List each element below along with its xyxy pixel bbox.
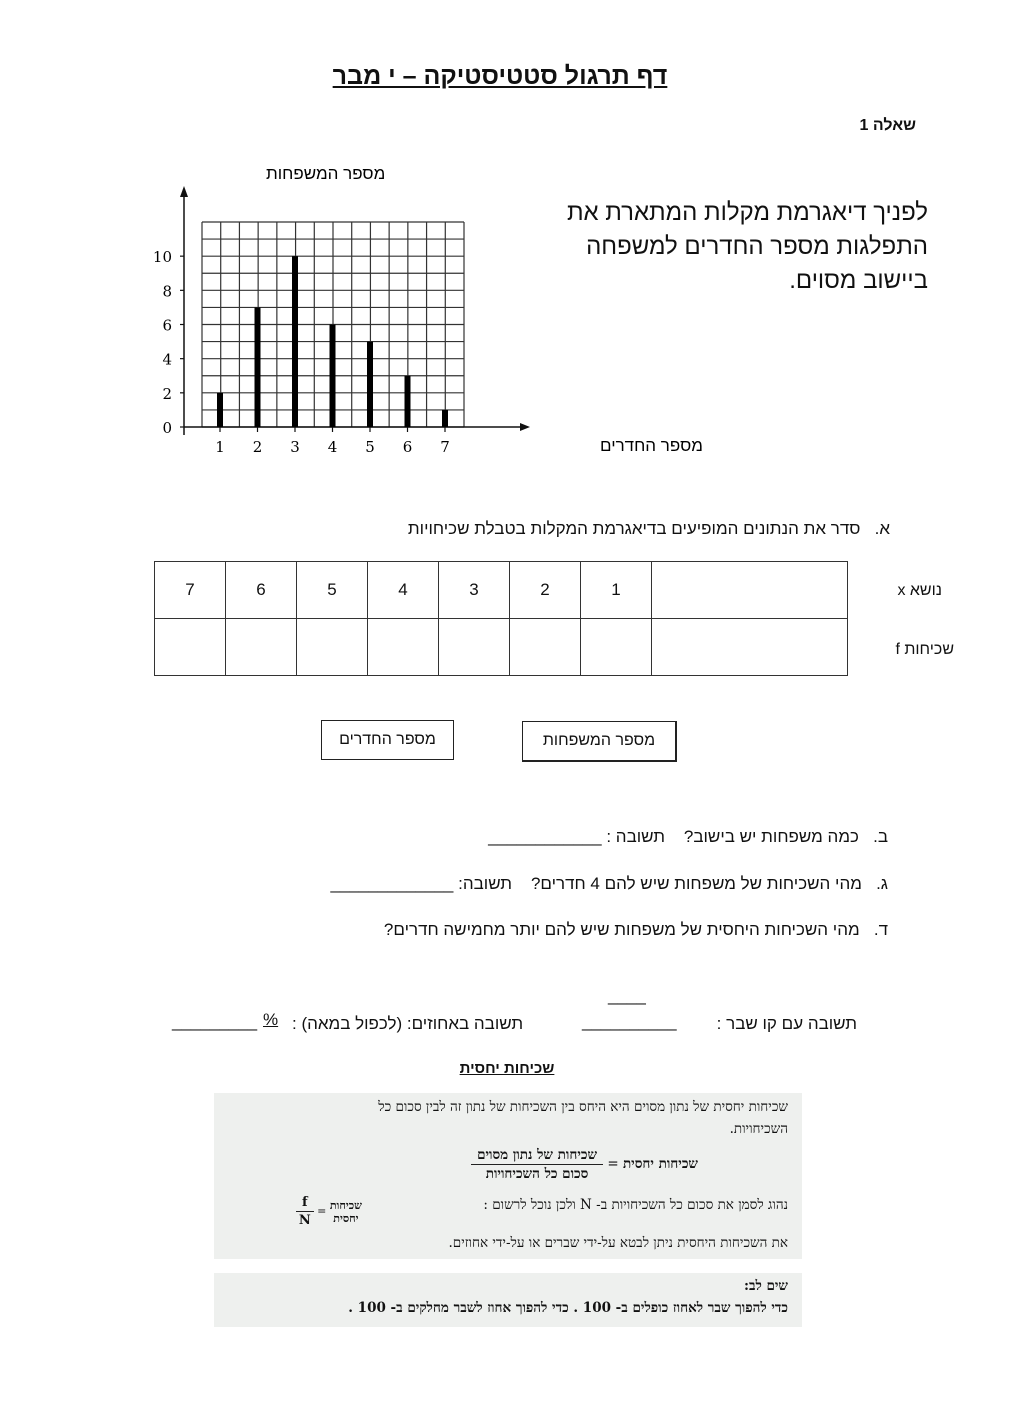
- small-formula-eq: =: [317, 1204, 327, 1218]
- formula-fraction: [471, 1147, 603, 1182]
- bar-7: [442, 410, 448, 427]
- bar-6: [405, 376, 411, 427]
- section-b-text: כמה משפחות יש בישוב?: [683, 827, 859, 846]
- small-fraction-n: N: [298, 1213, 311, 1228]
- table-row-x: [155, 562, 848, 619]
- y-axis-label: מספר המשפחות: [266, 164, 386, 183]
- table-cell-x-1: 1: [581, 562, 652, 619]
- section-a-text: סדר את הנתונים המופיעים בדיאגרמת המקלות בטבלת שכיחויות: [407, 519, 861, 538]
- x-tick-label: 7: [440, 438, 450, 456]
- page-title: [0, 62, 1000, 91]
- fraction-answer-blank[interactable]: __________: [582, 1012, 677, 1031]
- note-text: כדי להפוך שבר לאחוז כופלים ב- 100 . כדי להפוך אחוז לשבר מחלקים ב- 100 .: [348, 1300, 788, 1316]
- x-tick-label: 4: [327, 438, 338, 456]
- section-b-answer-label: תשובה :: [606, 827, 665, 846]
- table-cell-f-2[interactable]: [510, 619, 581, 676]
- table-cell-f-3[interactable]: [439, 619, 510, 676]
- table-cell-f-6[interactable]: [226, 619, 297, 676]
- small-lhs-line-1: שכיחות: [329, 1198, 362, 1212]
- table-cell-x-5: 5: [297, 562, 368, 619]
- section-g-answer-label: תשובה:: [458, 874, 513, 893]
- definition-line-1b: השכיחויות.: [729, 1121, 788, 1137]
- intro-line-2: התפלגות מספר החדרים למשפחה: [586, 233, 928, 260]
- small-formula: [296, 1195, 362, 1228]
- section-b-answer-blank[interactable]: ____________: [488, 827, 602, 846]
- definition-line-3: את השכיחות היחסית ניתן לבטא על-ידי שברים או על-ידי אחוזים.: [448, 1235, 788, 1251]
- row-label-x: נושא x: [897, 582, 942, 599]
- label-box-rooms[interactable]: מספר החדרים: [321, 720, 454, 760]
- formula-numerator: שכיחות של נתון מסוים: [471, 1147, 603, 1165]
- table-cell-f-7[interactable]: [155, 619, 226, 676]
- frequency-table: [154, 561, 848, 676]
- y-tick-label: 10: [152, 248, 172, 267]
- formula: [471, 1147, 698, 1182]
- section-d-text: מהי השכיחות היחסית של משפחות שיש להם יותר מחמישה חדרים?: [383, 920, 860, 939]
- intro-line-3: ביישוב מסוים.: [789, 267, 928, 294]
- x-tick-label: 5: [365, 438, 375, 456]
- table-cell-x-3: 3: [439, 562, 510, 619]
- bar-1: [217, 393, 223, 427]
- label-box-families[interactable]: מספר המשפחות: [522, 721, 677, 762]
- table-cell-f-1[interactable]: [581, 619, 652, 676]
- section-g: [330, 874, 888, 894]
- definition-text: [218, 1096, 788, 1140]
- x-tick-label: 2: [252, 438, 263, 456]
- section-a-letter: א.: [874, 519, 890, 538]
- y-tick-label: 6: [162, 316, 172, 335]
- formula-denominator: סכום כל השכיחויות: [485, 1166, 589, 1182]
- x-axis-label: מספר החדרים: [600, 436, 703, 455]
- section-d-letter: ד.: [873, 920, 888, 939]
- small-fraction: [296, 1195, 314, 1228]
- small-fraction-f: f: [296, 1195, 314, 1212]
- table-cell-f-4[interactable]: [368, 619, 439, 676]
- definition-box: [214, 1093, 802, 1259]
- table-row-f: [155, 619, 848, 676]
- x-tick-label: 3: [290, 438, 300, 456]
- x-tick-label: 1: [215, 438, 225, 456]
- bar-2: [255, 307, 261, 427]
- y-tick-label: 0: [162, 419, 172, 437]
- section-a: [408, 519, 890, 539]
- x-tick-label: 6: [402, 438, 413, 456]
- note-heading: שים לב:: [743, 1278, 788, 1294]
- relative-frequency-heading: שכיחות יחסית: [459, 1060, 555, 1077]
- section-g-letter: ג.: [876, 874, 888, 893]
- table-cell-x-6: 6: [226, 562, 297, 619]
- formula-eq: =: [607, 1156, 619, 1172]
- definition-line-1: שכיחות יחסית של נתון מסוים היא היחס בין השכיחות של נתון זה לבין סכום כל: [378, 1099, 788, 1115]
- y-tick-label: 4: [162, 350, 172, 369]
- table-cell-x-2: 2: [510, 562, 581, 619]
- small-lhs-line-2: יחסית: [333, 1211, 359, 1225]
- percent-answer-blank[interactable]: [172, 1012, 257, 1032]
- fraction-bar: ____: [608, 986, 646, 1005]
- intro-line-1: לפניך דיאגרמת מקלות המתארת את: [566, 199, 928, 226]
- small-formula-lhs: [330, 1199, 362, 1225]
- fraction-answer-label: תשובה עם קו שבר :: [716, 1014, 857, 1033]
- section-g-answer-blank[interactable]: _____________: [330, 874, 454, 893]
- percent-answer-label: תשובה באחוזים: (לכפול במאה) :: [292, 1014, 524, 1033]
- bar-4: [330, 325, 336, 428]
- table-cell-x-4: 4: [368, 562, 439, 619]
- question-label: שאלה 1: [859, 117, 916, 134]
- section-g-text: מהי השכיחות של משפחות שיש להם 4 חדרים?: [530, 874, 862, 893]
- bar-5: [367, 342, 373, 427]
- table-cell-x-7: 7: [155, 562, 226, 619]
- section-b-letter: ב.: [873, 827, 888, 846]
- bar-3: [292, 256, 298, 427]
- percent-blank-line: _________: [172, 1012, 258, 1031]
- note-box: [214, 1273, 802, 1327]
- percent-sign: %: [263, 1010, 279, 1029]
- x-axis-arrow: [520, 423, 530, 431]
- table-cell-f-header[interactable]: [652, 619, 848, 676]
- row-label-f: שכיחות f: [895, 641, 954, 658]
- section-b: [488, 827, 888, 847]
- title-text: דף תרגול סטטיסטיקה – י מבר: [332, 62, 668, 90]
- definition-line-2: נהוג לסמן את סכום כל השכיחויות ב- N ולכן נוכל לרשום :: [483, 1197, 788, 1213]
- y-tick-label: 2: [162, 384, 172, 403]
- formula-lhs: שכיחות יחסית: [622, 1156, 698, 1172]
- y-tick-label: 8: [162, 282, 172, 301]
- section-d: [384, 920, 888, 940]
- table-cell-f-5[interactable]: [297, 619, 368, 676]
- bar-chart: [120, 160, 703, 470]
- y-axis-arrow: [180, 186, 188, 197]
- table-cell-x-header: [652, 562, 848, 619]
